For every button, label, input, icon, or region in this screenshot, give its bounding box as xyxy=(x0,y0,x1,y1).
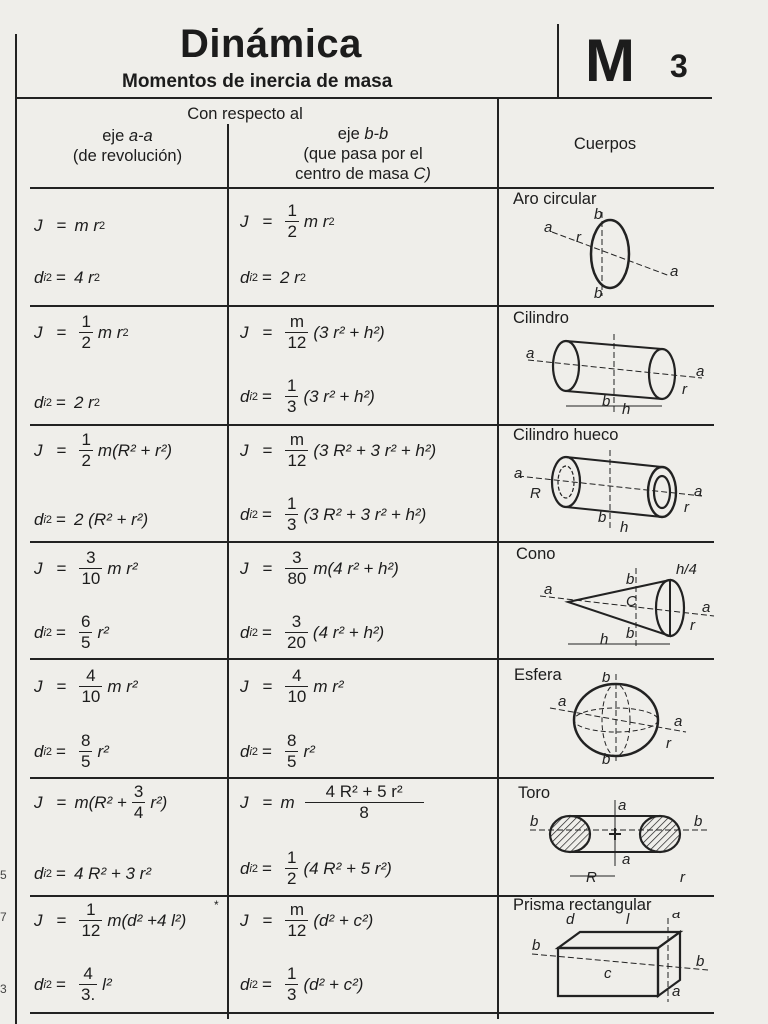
r7-aa-J: J = $\frac{1}{12}$ m(d² +4 l²) xyxy=(34,900,187,940)
body-name-cilindro-hueco: Cilindro hueco xyxy=(513,426,619,444)
r5-aa-J: J = $\frac{4}{10}$ m r² xyxy=(34,666,138,706)
svg-text:a: a xyxy=(674,713,683,730)
r6-bb-d: d i 2 = $\frac{1}{2}$ (4 R² + 5 r²) xyxy=(240,848,392,888)
col-header-bodies: Cuerpos xyxy=(573,135,637,153)
figure-cylinder xyxy=(522,328,712,425)
r7-bb-J: J = $\frac{m}{12}$ (d² + c²) xyxy=(240,900,374,940)
svg-text:b: b xyxy=(602,751,611,766)
body-name-aro: Aro circular xyxy=(513,190,597,208)
figure-ring xyxy=(530,206,690,307)
svg-text:r: r xyxy=(576,229,581,246)
svg-text:a: a xyxy=(544,219,553,236)
section-number: 3 xyxy=(670,48,688,84)
svg-text:b: b xyxy=(598,509,607,526)
svg-text:r: r xyxy=(684,499,689,516)
svg-text:C: C xyxy=(626,593,637,610)
svg-text:a: a xyxy=(702,599,711,616)
svg-text:l: l xyxy=(626,912,630,928)
svg-text:b: b xyxy=(602,393,611,410)
col-bb-axis: b-b xyxy=(364,125,389,143)
col-divider-1 xyxy=(227,124,229,1019)
svg-text:b: b xyxy=(694,813,703,830)
r5-bb-J: J = $\frac{4}{10}$ m r² xyxy=(240,666,344,706)
col-divider-2 xyxy=(497,97,499,1019)
col-aa-line2: (de revolución) xyxy=(72,147,183,165)
svg-text:b: b xyxy=(626,571,635,588)
section-letter: M xyxy=(585,27,635,94)
svg-text:b: b xyxy=(696,953,705,970)
figure-prism xyxy=(528,912,718,1013)
col-header-aa xyxy=(30,126,225,166)
svg-text:a: a xyxy=(672,912,681,922)
svg-text:r: r xyxy=(666,735,671,752)
figure-cone xyxy=(540,564,716,659)
r3-aa-J: J = $\frac{1}{2}$ m(R² + r²) xyxy=(34,430,173,470)
r7-aa-d: d i 2 = $\frac{4}{3.}$ l² xyxy=(34,964,112,1004)
r6-aa-J: J = m(R² + $\frac{3}{4}$ r²) xyxy=(34,782,168,822)
group-label: Con respecto al xyxy=(187,105,303,123)
svg-text:a: a xyxy=(696,363,705,380)
svg-text:a: a xyxy=(514,465,523,482)
r5-aa-d: d i 2 = $\frac{8}{5}$ r² xyxy=(34,731,109,771)
svg-text:R: R xyxy=(530,485,541,502)
col-bb-line3-var: C) xyxy=(413,165,431,183)
table-header-rule xyxy=(30,187,714,189)
r3-bb-J: J = $\frac{m}{12}$ (3 R² + 3 r² + h²) xyxy=(240,430,437,470)
svg-text:b: b xyxy=(602,672,611,686)
svg-text:a: a xyxy=(672,983,681,1000)
col-aa-prefix: eje xyxy=(102,127,125,145)
r4-aa-d: d i 2 = $\frac{6}{5}$ r² xyxy=(34,612,109,652)
page-subtitle: Momentos de inercia de masa xyxy=(122,71,393,92)
margin-mark-2: 7 xyxy=(0,910,7,924)
r4-bb-J: J = $\frac{3}{80}$ m(4 r² + h²) xyxy=(240,548,399,588)
margin-mark-3: 3 xyxy=(0,982,7,996)
r4-aa-J: J = $\frac{3}{10}$ m r² xyxy=(34,548,138,588)
svg-text:b: b xyxy=(594,206,603,223)
r2-aa-d: d i 2 = 2 r 2 xyxy=(34,393,100,412)
r6-bb-J: J = m $\frac{\text{4 R² + 5 r²}}{8}$ xyxy=(240,782,429,823)
svg-text:b: b xyxy=(532,937,541,954)
svg-text:c: c xyxy=(604,965,612,982)
body-name-prisma: Prisma rectangular xyxy=(513,896,652,914)
r1-aa-J: J = m r 2 xyxy=(34,216,106,235)
svg-text:R: R xyxy=(586,869,597,886)
margin-mark-1: 5 xyxy=(0,868,7,882)
figure-torus xyxy=(530,800,710,895)
r4-bb-d: d i 2 = $\frac{3}{20}$ (4 r² + h²) xyxy=(240,612,385,652)
svg-text:b: b xyxy=(530,813,539,830)
figure-hollow-cylinder xyxy=(512,446,712,543)
svg-text:h: h xyxy=(622,401,631,418)
col-bb-prefix: eje xyxy=(337,125,360,143)
svg-text:h/4: h/4 xyxy=(676,564,697,578)
body-name-cilindro: Cilindro xyxy=(513,309,569,327)
col-header-bb xyxy=(232,124,494,184)
r1-bb-J: J = $\frac{1}{2}$ m r 2 xyxy=(240,201,335,241)
body-name-cono: Cono xyxy=(516,545,556,563)
svg-text:a: a xyxy=(694,483,703,500)
r7-footnote-star: * xyxy=(214,898,219,912)
r3-aa-d: d i 2 = 2 (R² + r²) xyxy=(34,510,149,529)
col-aa-axis: a-a xyxy=(128,127,153,145)
row-rule-5 xyxy=(30,777,714,779)
svg-text:r: r xyxy=(682,381,687,398)
svg-text:r: r xyxy=(680,869,685,886)
r5-bb-d: d i 2 = $\frac{8}{5}$ r² xyxy=(240,731,315,771)
svg-text:r: r xyxy=(690,617,695,634)
figure-sphere xyxy=(548,672,698,771)
r2-bb-d: d i 2 = $\frac{1}{3}$ (3 r² + h²) xyxy=(240,376,375,416)
header-bottom-rule xyxy=(17,97,712,99)
svg-text:a: a xyxy=(526,345,535,362)
r1-aa-d: d i 2 = 4 r 2 xyxy=(34,268,100,287)
page-title: Dinámica xyxy=(180,22,362,66)
svg-text:a: a xyxy=(558,693,567,710)
svg-text:b: b xyxy=(594,285,603,302)
r7-bb-d: d i 2 = $\frac{1}{3}$ (d² + c²) xyxy=(240,964,364,1004)
svg-text:d: d xyxy=(566,912,575,928)
r1-bb-d: d i 2 = 2 r 2 xyxy=(240,268,306,287)
r2-aa-J: J = $\frac{1}{2}$ m r 2 xyxy=(34,312,129,352)
svg-text:a: a xyxy=(670,263,679,280)
svg-text:a: a xyxy=(622,851,631,868)
col-bb-line3: centro de masa xyxy=(295,165,409,183)
r3-bb-d: d i 2 = $\frac{1}{3}$ (3 R² + 3 r² + h²) xyxy=(240,494,427,534)
r2-bb-J: J = $\frac{m}{12}$ (3 r² + h²) xyxy=(240,312,385,352)
r6-aa-d: d i 2 = 4 R² + 3 r² xyxy=(34,864,151,883)
left-border xyxy=(15,34,17,1024)
col-bb-line2: (que pasa por el xyxy=(303,145,423,163)
svg-text:a: a xyxy=(544,581,553,598)
svg-text:b: b xyxy=(626,625,635,642)
svg-text:h: h xyxy=(600,631,609,648)
header-divider xyxy=(557,24,559,97)
svg-text:h: h xyxy=(620,519,629,536)
svg-text:a: a xyxy=(618,800,627,814)
body-name-esfera: Esfera xyxy=(514,666,562,684)
body-name-toro: Toro xyxy=(518,784,551,802)
